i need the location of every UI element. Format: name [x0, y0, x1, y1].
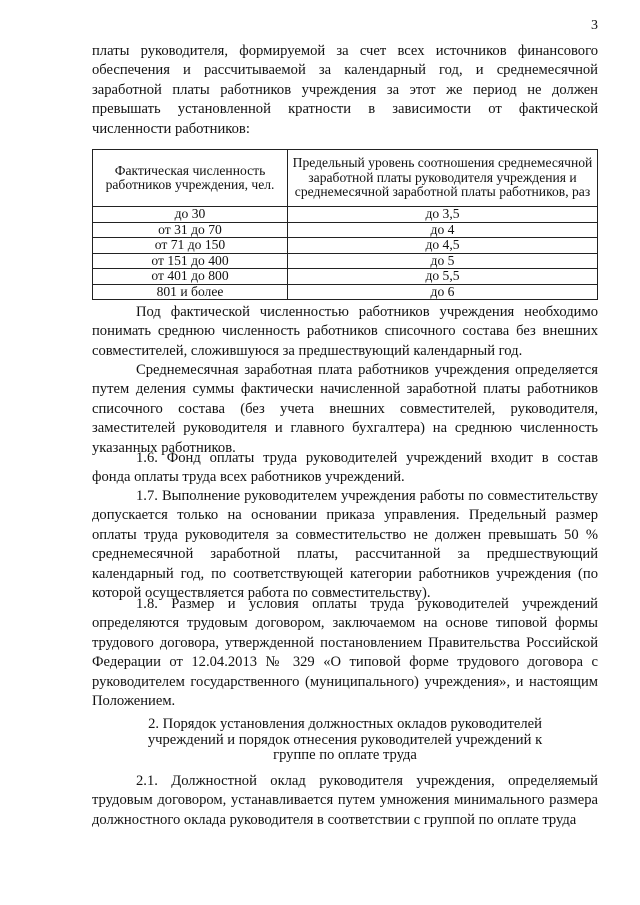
headcount-cell: от 151 до 400 [93, 253, 288, 269]
intro-paragraph: платы руководителя, формируемой за счет всех источников финансового обеспечения и рассчитываемой за календарный год, и среднемесячной заработной платы работников учреждения за этот же период не должен превышать установленной кратности в зависимости от фактической численности работников: [92, 43, 598, 137]
headcount-cell: 801 и более [93, 284, 288, 300]
average-salary-paragraph: Среднемесячная заработная плата работников учреждения определяется путем деления суммы фактически начисленной заработной платы работников списочного состава (без учета внешних совместителей, руководителя, заместителей руководителя и главного бухгалтера) на среднюю численность указанных работников. [92, 362, 598, 456]
table-row [93, 284, 598, 300]
header-ratio-limit: Предельный уровень соотношения среднемесячной заработной платы руководителя учреждения и среднемесячной заработной платы работников, раз [288, 150, 598, 207]
ratio-table [92, 149, 598, 300]
table-header-row [93, 150, 598, 207]
header-headcount: Фактическая численность работников учреждения, чел. [93, 150, 288, 207]
headcount-cell: до 30 [93, 207, 288, 223]
ratio-cell: до 4,5 [288, 238, 598, 254]
clause-1-6: 1.6. Фонд оплаты труда руководителей учреждений входит в состав фонда оплаты труда всех работников учреждений. [92, 450, 598, 486]
table-row [93, 207, 598, 223]
headcount-cell: от 401 до 800 [93, 269, 288, 285]
clause-1-7: 1.7. Выполнение руководителем учреждения работы по совместительству допускается только на основании приказа управления. Предельный размер оплаты труда руководителя за совместительство не должен превышать 50 % среднемесячной заработной платы, рассчитанной за предшествующий календарный год, по соответствующей категории работников учреждения (по которой осуществляется работа по совместительству). [92, 488, 598, 602]
ratio-cell: до 5,5 [288, 269, 598, 285]
headcount-cell: от 71 до 150 [93, 238, 288, 254]
table-row [93, 238, 598, 254]
ratio-cell: до 4 [288, 222, 598, 238]
ratio-cell: до 6 [288, 284, 598, 300]
clause-2-1: 2.1. Должностной оклад руководителя учреждения, определяемый трудовым договором, устанавливается путем умножения минимального размера должностного оклада руководителя в соответствии с группой по оплате труда [92, 773, 598, 828]
ratio-cell: до 5 [288, 253, 598, 269]
ratio-cell: до 3,5 [288, 207, 598, 223]
table-row [93, 253, 598, 269]
headcount-cell: от 31 до 70 [93, 222, 288, 238]
headcount-definition-paragraph: Под фактической численностью работников учреждения необходимо понимать среднюю численность работников списочного состава без внешних совместителей, сложившуюся за предшествующий календарный год. [92, 304, 598, 359]
table-row [93, 269, 598, 285]
section-heading: 2. Порядок установления должностных окладов руководителей учреждений и порядок отнесения руководителей учреждений к группе по оплате труда [147, 716, 543, 763]
clause-1-8: 1.8. Размер и условия оплаты труда руководителей учреждений определяются трудовым договором, заключаемом на основе типовой формы трудового договора, утвержденной постановлением Правительства Российской Федерации от 12.04.2013 № 329 «О типовой форме трудового договора с руководителем государственного (муниципального) учреждения», и настоящим Положением. [92, 596, 598, 710]
page-number: 3 [591, 18, 598, 33]
table-row [93, 222, 598, 238]
